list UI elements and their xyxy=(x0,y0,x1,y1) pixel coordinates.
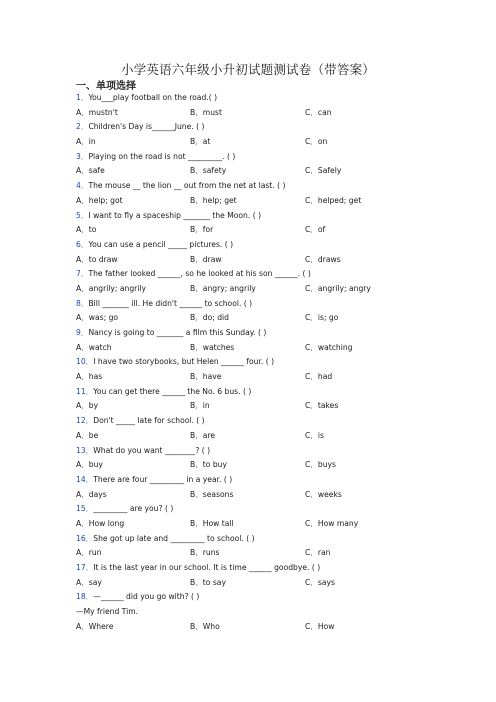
question-item xyxy=(76,120,456,135)
option-c: C．watching xyxy=(305,342,353,352)
question-item xyxy=(76,444,456,459)
option-c: C．takes xyxy=(305,401,339,411)
question-item xyxy=(76,590,456,605)
option-a: A．has xyxy=(76,372,103,382)
option-b: B．must xyxy=(190,107,222,117)
question-number: 5． xyxy=(76,210,89,220)
option-a: A．run xyxy=(76,548,102,558)
options-row xyxy=(76,223,456,238)
question-list xyxy=(76,91,456,634)
question-text: I want to fly a spaceship _______ the Moon. ( ) xyxy=(88,210,262,220)
question-item xyxy=(76,326,456,341)
option-b: B．Who xyxy=(190,621,220,631)
option-c: C．How xyxy=(305,621,335,631)
option-b: B．in xyxy=(190,401,210,411)
options-row xyxy=(76,546,456,561)
option-a: A．watch xyxy=(76,342,112,352)
question-text: There are four _________ in a year. ( ) xyxy=(93,474,233,484)
question-item xyxy=(76,91,456,106)
question-item xyxy=(76,297,456,312)
options-row xyxy=(76,488,456,503)
question-item xyxy=(76,267,456,282)
option-a: A．be xyxy=(76,430,99,440)
question-text: She got up late and _________ to school. ( ) xyxy=(93,533,255,543)
option-b: B．to say xyxy=(190,577,226,587)
option-c: C．draws xyxy=(305,254,341,264)
question-text: —______ did you go with? ( ) xyxy=(93,592,200,602)
question-number: 8． xyxy=(76,298,89,308)
question-text: Don't _____ late for school. ( ) xyxy=(93,416,205,426)
options-row xyxy=(76,253,456,268)
options-row xyxy=(76,620,456,635)
question-item xyxy=(76,473,456,488)
options-row xyxy=(76,429,456,444)
question-item xyxy=(76,179,456,194)
option-a: A．by xyxy=(76,401,99,411)
options-row xyxy=(76,282,456,297)
option-b: B．at xyxy=(190,137,211,147)
question-number: 12． xyxy=(76,416,94,426)
option-b: B．are xyxy=(190,430,216,440)
option-b: B．safety xyxy=(190,166,227,176)
option-b: B．runs xyxy=(190,548,220,558)
question-number: 3． xyxy=(76,151,89,161)
option-a: A．was; go xyxy=(76,313,119,323)
question-text: What do you want ________? ( ) xyxy=(93,445,211,455)
options-row xyxy=(76,458,456,473)
option-b: B．watches xyxy=(190,342,235,352)
option-a: A．in xyxy=(76,137,96,147)
question-number: 7． xyxy=(76,269,89,279)
question-number: 11． xyxy=(76,386,94,396)
question-number: 4． xyxy=(76,181,89,191)
question-text: You can get there ______ the No. 6 bus. ( ) xyxy=(93,386,252,396)
question-item xyxy=(76,502,456,517)
option-c: C．weeks xyxy=(305,489,342,499)
question-number: 2． xyxy=(76,122,89,132)
page-title: 小学英语六年级小升初试题测试卷（带答案） xyxy=(120,62,375,77)
question-number: 6． xyxy=(76,239,89,249)
options-row xyxy=(76,164,456,179)
option-b: B．help; get xyxy=(190,195,237,205)
option-c: C．can xyxy=(305,107,332,117)
question-number: 17． xyxy=(76,563,94,572)
question-item xyxy=(76,209,456,224)
options-row xyxy=(76,106,456,121)
option-a: A．mustn't xyxy=(76,107,118,117)
option-b: B．How tall xyxy=(190,518,234,528)
question-item xyxy=(76,385,456,400)
option-c: C．ran xyxy=(305,548,331,558)
question-number: 1． xyxy=(76,93,89,102)
options-row xyxy=(76,399,456,414)
option-a: A．angrily; angrily xyxy=(76,283,147,293)
option-a: A．to xyxy=(76,225,97,235)
options-row xyxy=(76,194,456,209)
options-row xyxy=(76,576,456,591)
question-text: You can use a pencil _____ pictures. ( ) xyxy=(88,239,234,249)
option-a: A．safe xyxy=(76,166,105,176)
section-heading: 一、单项选择 xyxy=(76,81,136,92)
question-item xyxy=(76,414,456,429)
option-c: C．Safely xyxy=(305,166,342,176)
question-number: 9． xyxy=(76,328,89,337)
question-text: Playing on the road is not _________. ( ) xyxy=(88,151,236,161)
question-text: I have two storybooks, but Helen ______ four. ( ) xyxy=(93,357,275,367)
options-row xyxy=(76,311,456,326)
question-extra-line: —My friend Tim. xyxy=(76,607,139,617)
option-c: C．had xyxy=(305,372,333,382)
question-item xyxy=(76,238,456,253)
question-number: 15． xyxy=(76,504,94,514)
option-a: A．days xyxy=(76,489,107,499)
option-a: A．buy xyxy=(76,460,103,470)
options-row xyxy=(76,517,456,532)
option-b: B．angry; angrily xyxy=(190,283,256,293)
option-b: B．draw xyxy=(190,254,222,264)
question-text: Bill _______ ill. He didn't ______ to school. ( ) xyxy=(88,298,253,308)
option-b: B．have xyxy=(190,372,222,382)
question-text: Nancy is going to _______ a film this Sunday. ( ) xyxy=(88,328,267,337)
question-number: 16． xyxy=(76,533,94,543)
question-text: The father looked ______, so he looked at his son ______. ( ) xyxy=(88,269,311,279)
question-text: It is the last year in our school. It is time ______ goodbye. ( ) xyxy=(93,563,321,572)
option-b: B．seasons xyxy=(190,489,234,499)
option-c: C．is xyxy=(305,430,324,440)
question-number: 18． xyxy=(76,592,94,602)
option-c: C．says xyxy=(305,577,335,587)
question-number: 13． xyxy=(76,445,94,455)
option-c: C．How many xyxy=(305,518,359,528)
option-a: A．How long xyxy=(76,518,125,528)
option-c: C．buys xyxy=(305,460,336,470)
question-item xyxy=(76,355,456,370)
question-text: Children's Day is______June. ( ) xyxy=(88,122,205,132)
question-text: You___play football on the road.( ) xyxy=(88,93,218,102)
option-a: A．Where xyxy=(76,621,114,631)
question-text: The mouse __ the lion __ out from the net at last. ( ) xyxy=(88,181,286,191)
option-b: B．to buy xyxy=(190,460,227,470)
option-a: A．help; got xyxy=(76,195,123,205)
question-item xyxy=(76,150,456,165)
question-text: _________ are you? ( ) xyxy=(93,504,174,514)
option-c: C．angrily; angry xyxy=(305,283,371,293)
options-row xyxy=(76,370,456,385)
question-item xyxy=(76,561,456,576)
question-item xyxy=(76,532,456,547)
option-c: C．is; go xyxy=(305,313,339,323)
option-b: B．do; did xyxy=(190,313,229,323)
option-c: C．of xyxy=(305,225,326,235)
options-row xyxy=(76,135,456,150)
question-number: 10． xyxy=(76,357,94,367)
option-b: B．for xyxy=(190,225,214,235)
option-a: A．say xyxy=(76,577,102,587)
option-a: A．to draw xyxy=(76,254,118,264)
question-number: 14． xyxy=(76,474,94,484)
options-row xyxy=(76,341,456,356)
option-c: C．on xyxy=(305,137,328,147)
option-c: C．helped; get xyxy=(305,195,362,205)
